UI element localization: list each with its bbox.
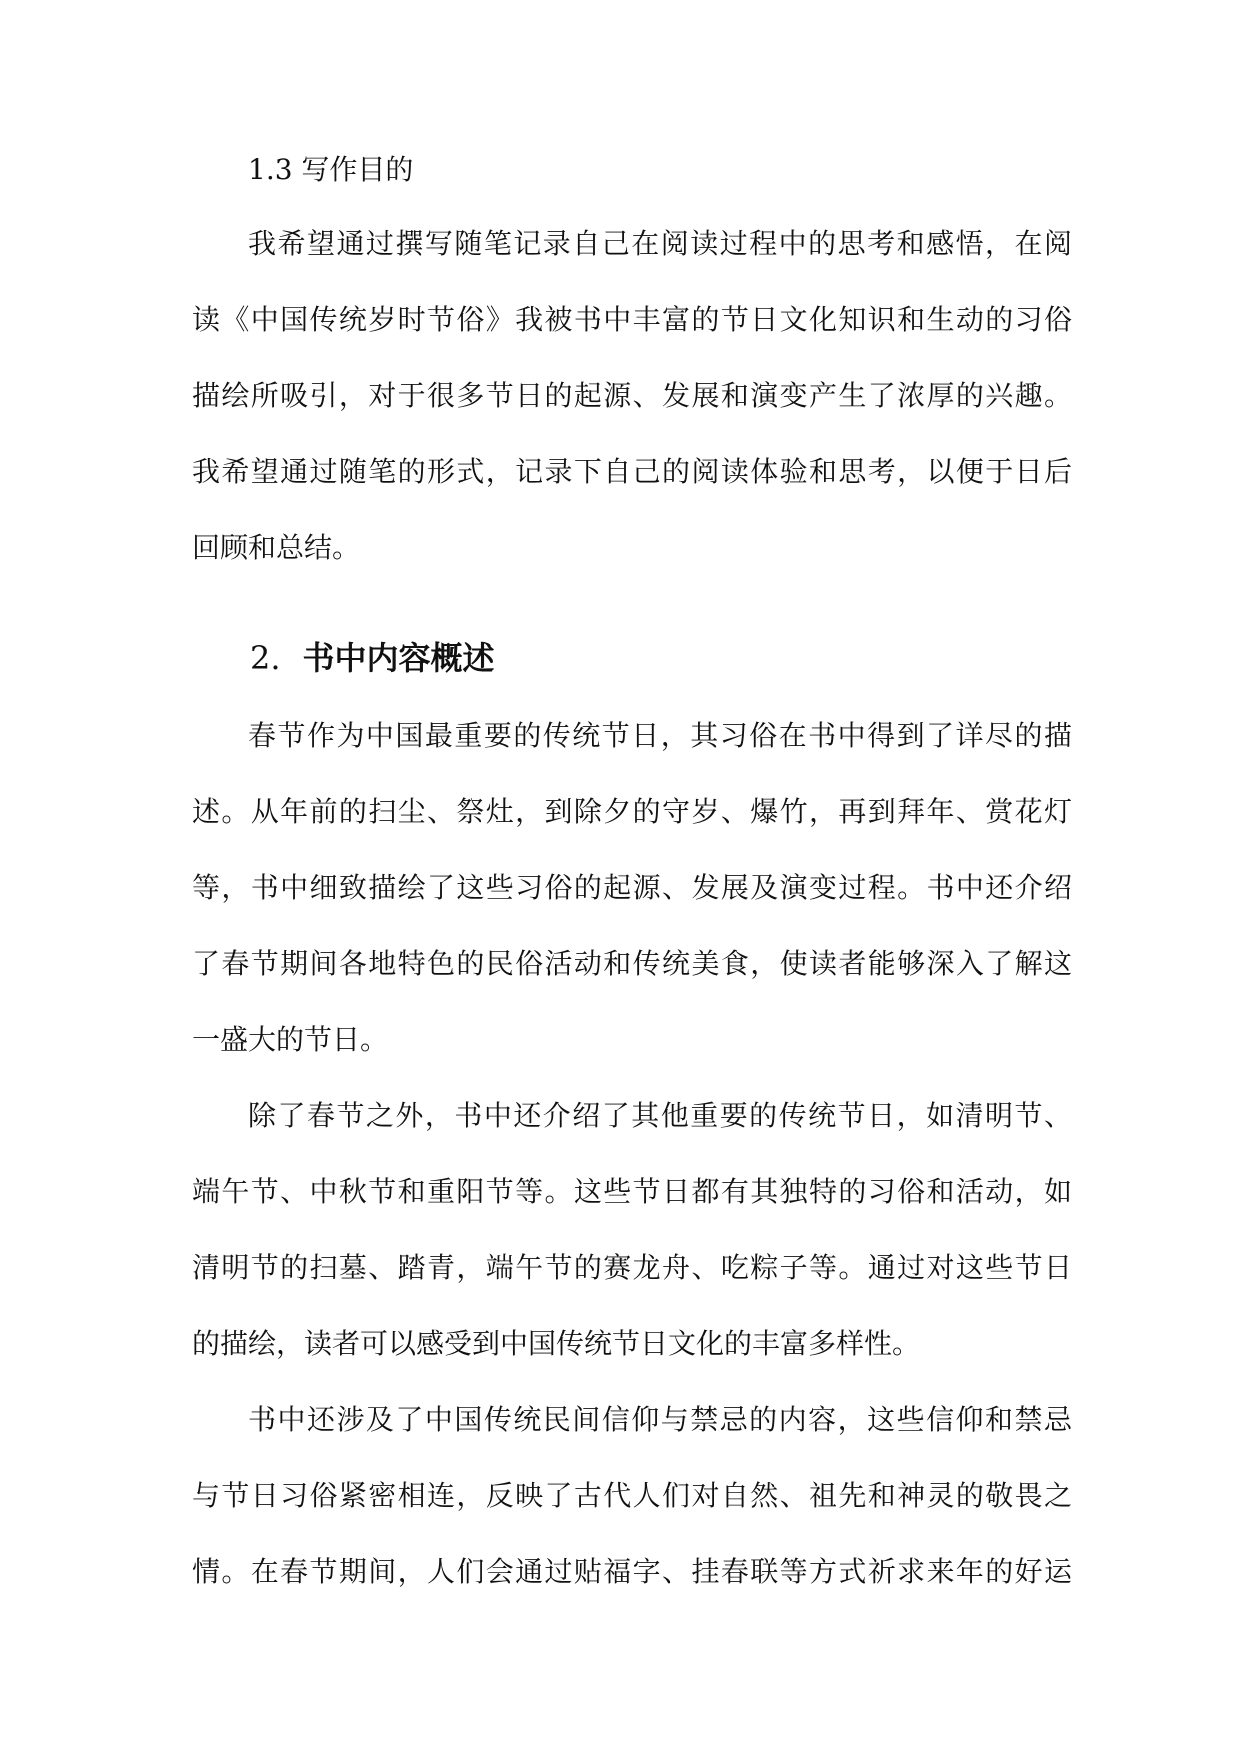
paragraph-line: 清明节的扫墓、踏青，端午节的赛龙舟、吃粽子等。通过对这些节日 (192, 1251, 1072, 1284)
paragraph-line: 除了春节之外，书中还介绍了其他重要的传统节日，如清明节、 (248, 1099, 1072, 1132)
section-2-number: 2. (250, 639, 281, 677)
paragraph-line: 我希望通过随笔的形式，记录下自己的阅读体验和思考，以便于日后 (192, 455, 1072, 488)
paragraph-line: 了春节期间各地特色的民俗活动和传统美食，使读者能够深入了解这 (192, 947, 1072, 980)
paragraph-line: 春节作为中国最重要的传统节日，其习俗在书中得到了详尽的描 (248, 719, 1072, 752)
paragraph-line: 描绘所吸引，对于很多节日的起源、发展和演变产生了浓厚的兴趣。 (192, 379, 1072, 412)
paragraph-line: 与节日习俗紧密相连，反映了古代人们对自然、祖先和神灵的敬畏之 (192, 1479, 1072, 1512)
section-2-heading (250, 636, 495, 680)
paragraph-line: 述。从年前的扫尘、祭灶，到除夕的守岁、爆竹，再到拜年、赏花灯 (192, 795, 1072, 828)
paragraph-line: 情。在春节期间，人们会通过贴福字、挂春联等方式祈求来年的好运 (192, 1555, 1072, 1588)
paragraph-line: 书中还涉及了中国传统民间信仰与禁忌的内容，这些信仰和禁忌 (248, 1403, 1072, 1436)
paragraph-line: 一盛大的节日。 (192, 1023, 389, 1056)
paragraph-line: 等，书中细致描绘了这些习俗的起源、发展及演变过程。书中还介绍 (192, 871, 1072, 904)
paragraph-line: 我希望通过撰写随笔记录自己在阅读过程中的思考和感悟，在阅 (248, 227, 1072, 260)
paragraph-line: 读《中国传统岁时节俗》我被书中丰富的节日文化知识和生动的习俗 (192, 303, 1072, 336)
section-2-title: 书中内容概述 (302, 639, 495, 677)
paragraph-line: 端午节、中秋节和重阳节等。这些节日都有其独特的习俗和活动，如 (192, 1175, 1072, 1208)
section-1-3-heading: 1.3 写作目的 (248, 153, 414, 186)
paragraph-line: 回顾和总结。 (192, 531, 361, 564)
paragraph-line: 的描绘，读者可以感受到中国传统节日文化的丰富多样性。 (192, 1327, 921, 1360)
